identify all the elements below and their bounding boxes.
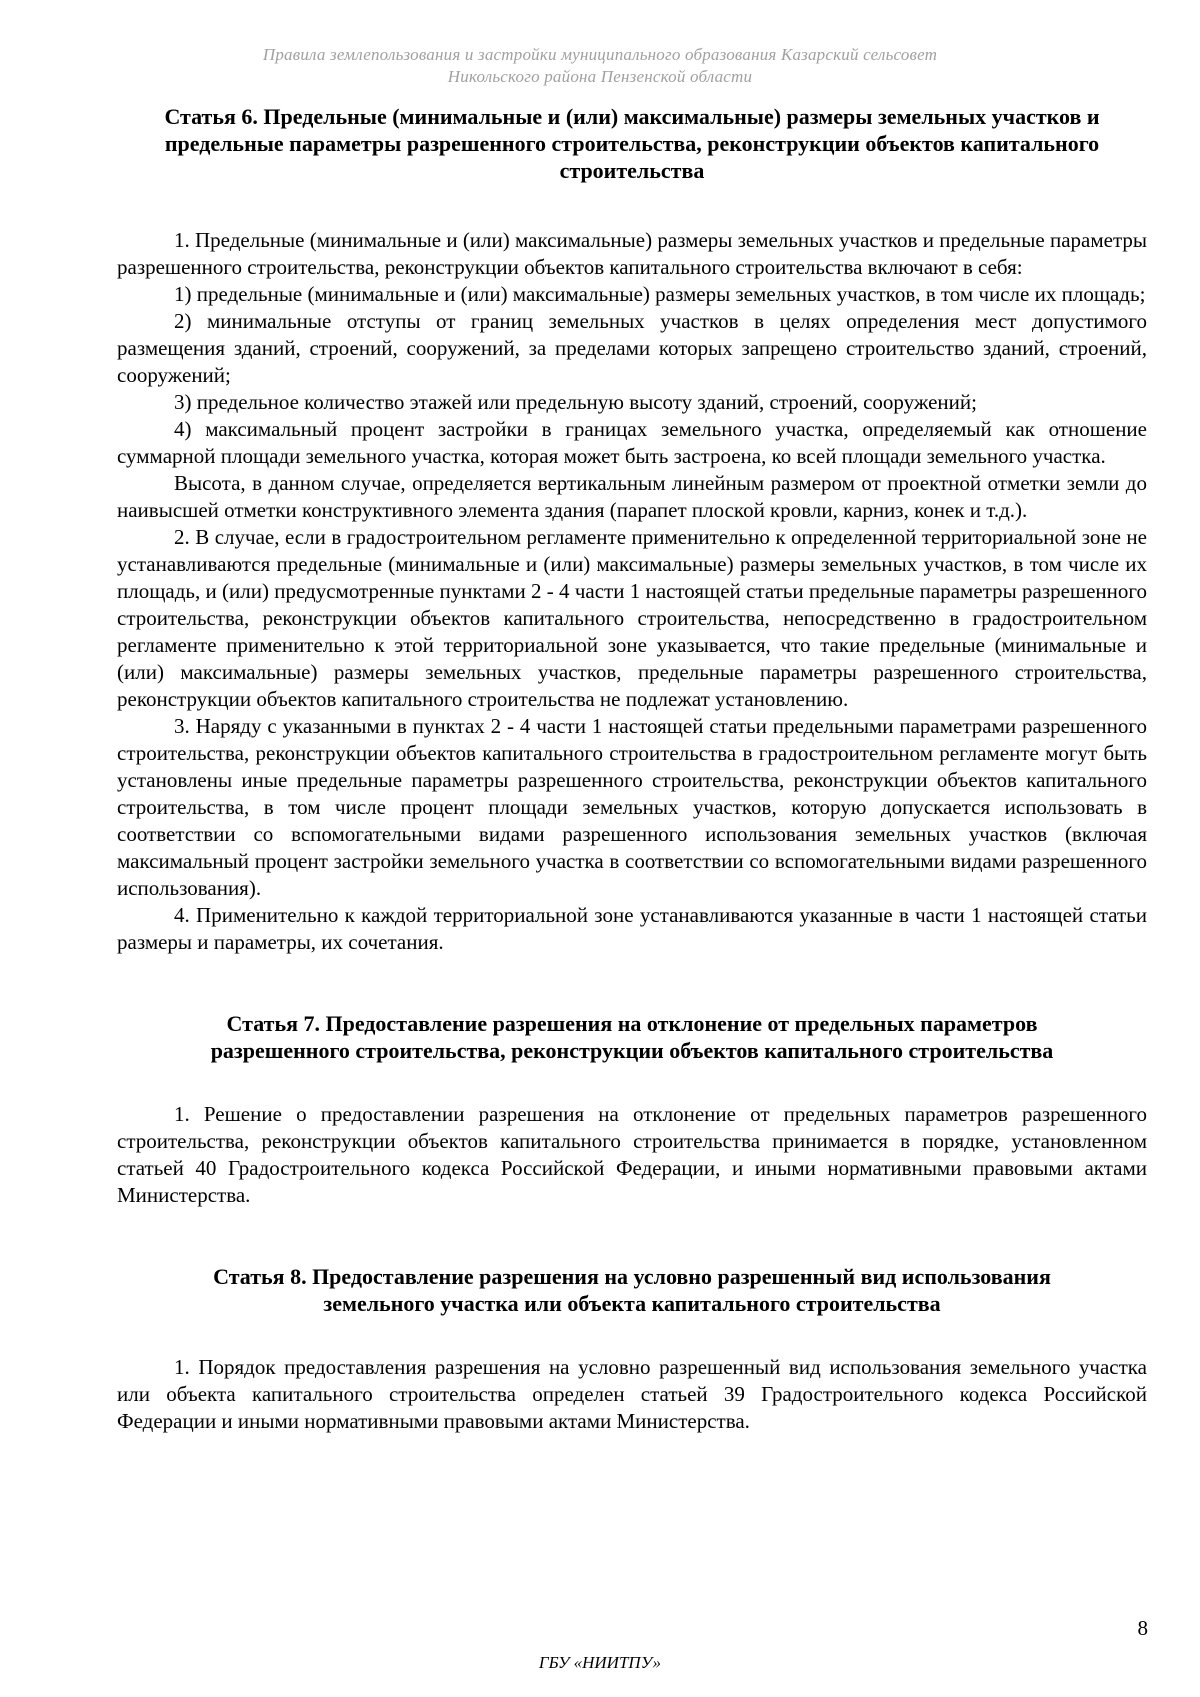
- page-content: [117, 103, 1147, 1435]
- paragraph: Высота, в данном случае, определяется вертикальным линейным размером от проектной отметки земли до наивысшей отметки конструктивного элемента здания (парапет плоской кровли, карниз, конек и т.д.).: [117, 471, 1147, 522]
- paragraph: 3. Наряду с указанными в пунктах 2 - 4 части 1 настоящей статьи предельными параметрами разрешенного строительства, реконструкции объектов капитального строительства в градостроительном регламенте могут быть установлены иные предельные параметры разрешенного строительства, реконструкции объектов капитального строительства, в том числе процент площади земельных участков, которую допускается использовать в соответствии со вспомогательными видами разрешенного использования земельных участков (включая максимальный процент застройки земельного участка в соответствии со вспомогательными видами разрешенного использования).: [117, 714, 1147, 900]
- paragraph: 3) предельное количество этажей или предельную высоту зданий, строений, сооружений;: [174, 390, 977, 414]
- paragraph: 4) максимальный процент застройки в границах земельного участка, определяемый как отношение суммарной площади земельного участка, которая может быть застроена, ко всей площади земельного участка.: [117, 417, 1147, 468]
- running-header: [150, 44, 1050, 88]
- paragraph: 2) минимальные отступы от границ земельных участков в целях определения мест допустимого размещения зданий, строений, сооружений, за пределами которых запрещено строительство зданий, строений, сооружений;: [117, 309, 1147, 387]
- article-7-body: [117, 1101, 1147, 1209]
- article-6-title: Статья 6. Предельные (минимальные и (или) максимальные) размеры земельных участков и предельные параметры разрешенного строительства, реконструкции объектов капитального строительства: [164, 104, 1100, 183]
- page-number: 8: [1137, 1616, 1148, 1640]
- article-8: [117, 1263, 1147, 1435]
- article-8-title: Статья 8. Предоставление разрешения на условно разрешенный вид использования земельного участка или объекта капитального строительства: [213, 1264, 1051, 1316]
- article-6-body: [117, 227, 1147, 956]
- running-header-line-2: Никольского района Пензенской области: [447, 67, 753, 86]
- article-6: [117, 103, 1147, 956]
- running-footer: ГБУ «НИИТПУ»: [538, 1653, 662, 1672]
- paragraph: 2. В случае, если в градостроительном регламенте применительно к определенной территориальной зоне не устанавливаются предельные (минимальные и (или) максимальные) размеры земельных участков, в том числе их площадь, и (или) предусмотренные пунктами 2 - 4 части 1 настоящей статьи предельные параметры разрешенного строительства, реконструкции объектов капитального строительства, непосредственно в градостроительном регламенте применительно к этой территориальной зоне указывается, что такие предельные (минимальные и (или) максимальные) размеры земельных участков, предельные параметры разрешенного строительства, реконструкции объектов капитального строительства не подлежат установлению.: [117, 525, 1147, 711]
- paragraph: 4. Применительно к каждой территориальной зоне устанавливаются указанные в части 1 настоящей статьи размеры и параметры, их сочетания.: [117, 903, 1147, 954]
- article-7: [117, 1010, 1147, 1209]
- running-header-line-1: Правила землепользования и застройки муниципального образования Казарский сельсовет: [262, 45, 938, 64]
- article-8-body: [117, 1354, 1147, 1435]
- paragraph: 1) предельные (минимальные и (или) максимальные) размеры земельных участков, в том числе их площадь;: [174, 282, 1146, 306]
- paragraph: 1. Предельные (минимальные и (или) максимальные) размеры земельных участков и предельные параметры разрешенного строительства, реконструкции объектов капитального строительства включают в себя:: [117, 228, 1147, 279]
- article-7-title: Статья 7. Предоставление разрешения на отклонение от предельных параметров разрешенного строительства, реконструкции объектов капитального строительства: [210, 1011, 1054, 1063]
- paragraph: 1. Порядок предоставления разрешения на условно разрешенный вид использования земельного участка или объекта капитального строительства определен статьей 39 Градостроительного кодекса Российской Федерации и иными нормативными правовыми актами Министерства.: [117, 1355, 1147, 1433]
- paragraph: 1. Решение о предоставлении разрешения на отклонение от предельных параметров разрешенного строительства, реконструкции объектов капитального строительства принимается в порядке, установленном статьей 40 Градостроительного кодекса Российской Федерации, и иными нормативными правовыми актами Министерства.: [117, 1102, 1147, 1207]
